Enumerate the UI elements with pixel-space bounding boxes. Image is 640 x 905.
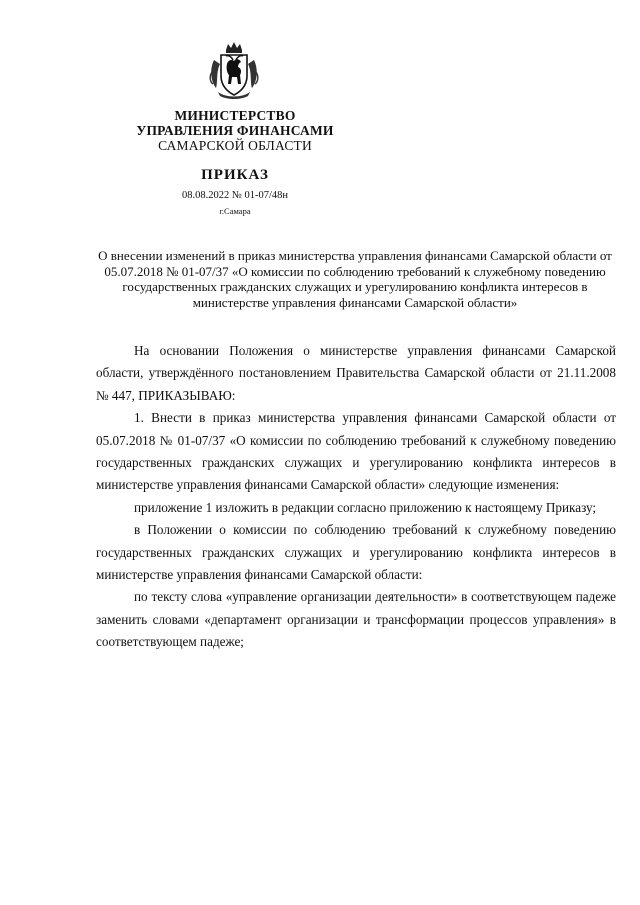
- paragraph-regulation: в Положении о комиссии по соблюдению требований к служебному поведению государственных гражданских служащих и урегулированию конфликта интересов в министерстве управления финансами Самарской области:: [96, 522, 616, 583]
- document-body: [96, 340, 616, 654]
- samara-coat-of-arms-icon: [208, 42, 260, 100]
- ministry-name: [110, 108, 360, 153]
- document-date-number: 08.08.2022 № 01-07/48н: [181, 190, 289, 201]
- paragraph-replacement: по тексту слова «управление организации деятельности» в соответствующем падеже заменить словами «департамент организации и трансформации процессов управления» в соответствующем падеже;: [96, 589, 616, 650]
- document-title: О внесении изменений в приказ министерства управления финансами Самарской области от 05.07.2018 № 01-07/37 «О комиссии по соблюдению требований к служебному поведению государственных гражданских служащих и урегулированию конфликта интересов в министерстве управления финансами Самарской области»: [98, 248, 612, 310]
- paragraph-basis: На основании Положения о министерстве управления финансами Самарской области, утверждённого постановлением Правительства Самарской области от 21.11.2008 № 447, ПРИКАЗЫВАЮ:: [96, 343, 616, 403]
- ministry-line-1: МИНИСТЕРСТВО: [174, 108, 296, 123]
- paragraph-item-1: 1. Внести в приказ министерства управления финансами Самарской области от 05.07.2018 № 01-07/37 «О комиссии по соблюдению требований к служебному поведению государственных гражданских служащих и урегулированию конфликта интересов в министерстве управления финансами Самарской области» следующие изменения:: [96, 410, 616, 493]
- document-type: ПРИКАЗ: [201, 167, 269, 183]
- paragraph-appendix: приложение 1 изложить в редакции согласно приложению к настоящему Приказу;: [134, 499, 597, 515]
- document-city: г.Самара: [219, 206, 251, 216]
- ministry-line-2: УПРАВЛЕНИЯ ФИНАНСАМИ: [136, 123, 334, 138]
- ministry-line-3: САМАРСКОЙ ОБЛАСТИ: [158, 138, 312, 153]
